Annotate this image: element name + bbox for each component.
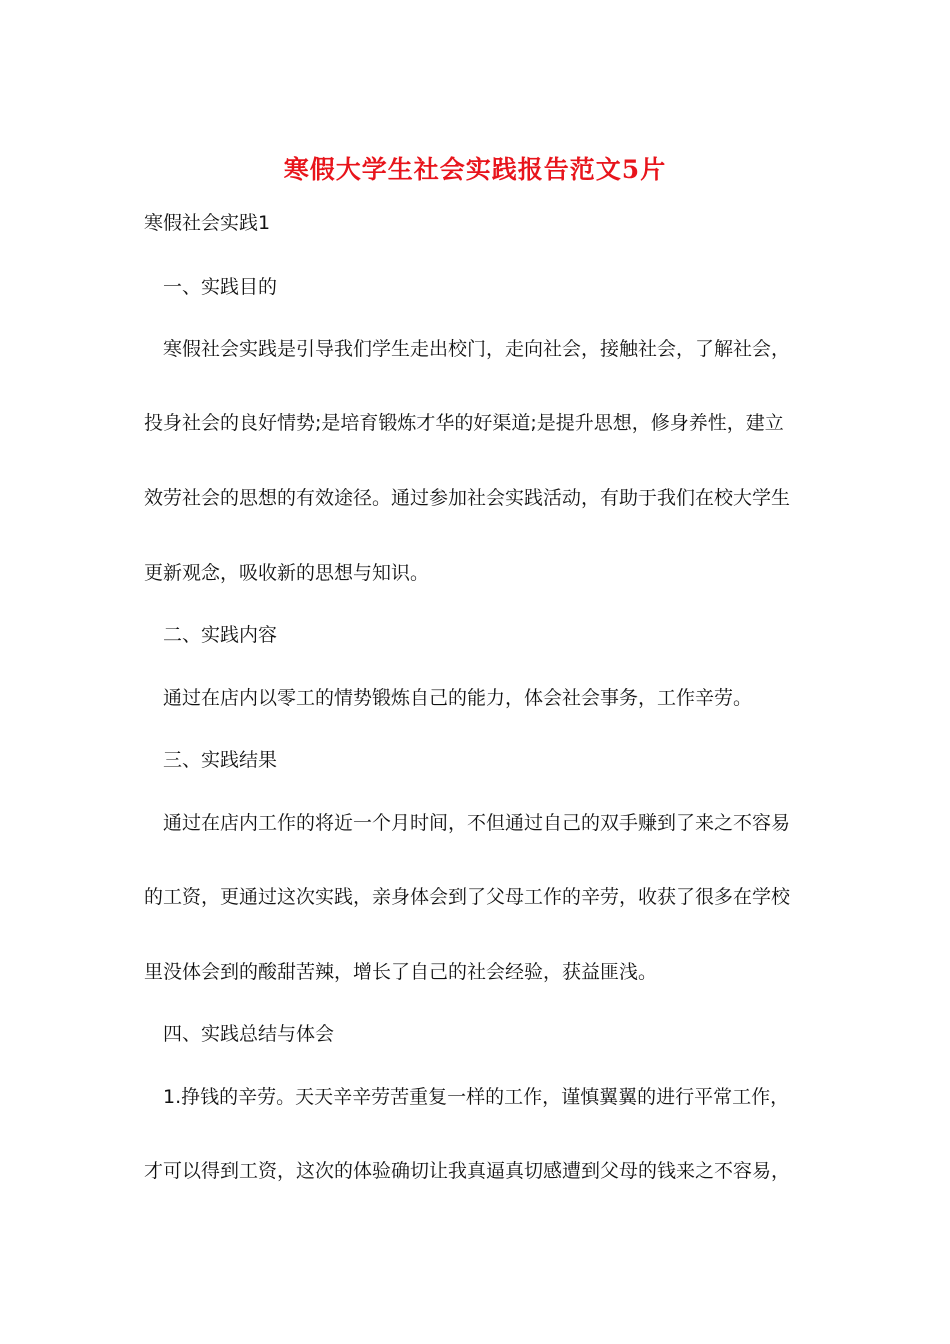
paragraph-line: 里没体会到的酸甜苦辣，增长了自己的社会经验，获益匪浅。 bbox=[144, 961, 658, 983]
heading-summary: 四、实践总结与体会 bbox=[163, 1023, 335, 1045]
document-title: 寒假大学生社会实践报告范文5片 bbox=[283, 155, 667, 184]
heading-purpose: 一、实践目的 bbox=[163, 276, 278, 298]
paragraph-line: 的工资，更通过这次实践，亲身体会到了父母工作的辛劳，收获了很多在学校 bbox=[144, 886, 791, 908]
paragraph-line: 效劳社会的思想的有效途径。通过参加社会实践活动，有助于我们在校大学生 bbox=[144, 487, 791, 509]
paragraph-line: 寒假社会实践是引导我们学生走出校门，走向社会，接触社会，了解社会， bbox=[163, 338, 791, 360]
paragraph-line: 通过在店内工作的将近一个月时间，不但通过自己的双手赚到了来之不容易 bbox=[163, 812, 791, 834]
heading-content: 二、实践内容 bbox=[163, 624, 278, 646]
paragraph-line: 更新观念，吸收新的思想与知识。 bbox=[144, 562, 430, 584]
paragraph-line: 通过在店内以零工的情势锻炼自己的能力，体会社会事务，工作辛劳。 bbox=[163, 687, 753, 709]
paragraph-line: 1.挣钱的辛劳。天天辛辛劳苦重复一样的工作，谨慎翼翼的进行平常工作， bbox=[163, 1086, 790, 1108]
paragraph-line: 才可以得到工资，这次的体验确切让我真逼真切感遭到父母的钱来之不容易， bbox=[144, 1160, 791, 1182]
heading-result: 三、实践结果 bbox=[163, 749, 278, 771]
section-label: 寒假社会实践1 bbox=[144, 212, 271, 234]
paragraph-line: 投身社会的良好情势;是培育锻炼才华的好渠道;是提升思想，修身养性，建立 bbox=[144, 412, 784, 434]
